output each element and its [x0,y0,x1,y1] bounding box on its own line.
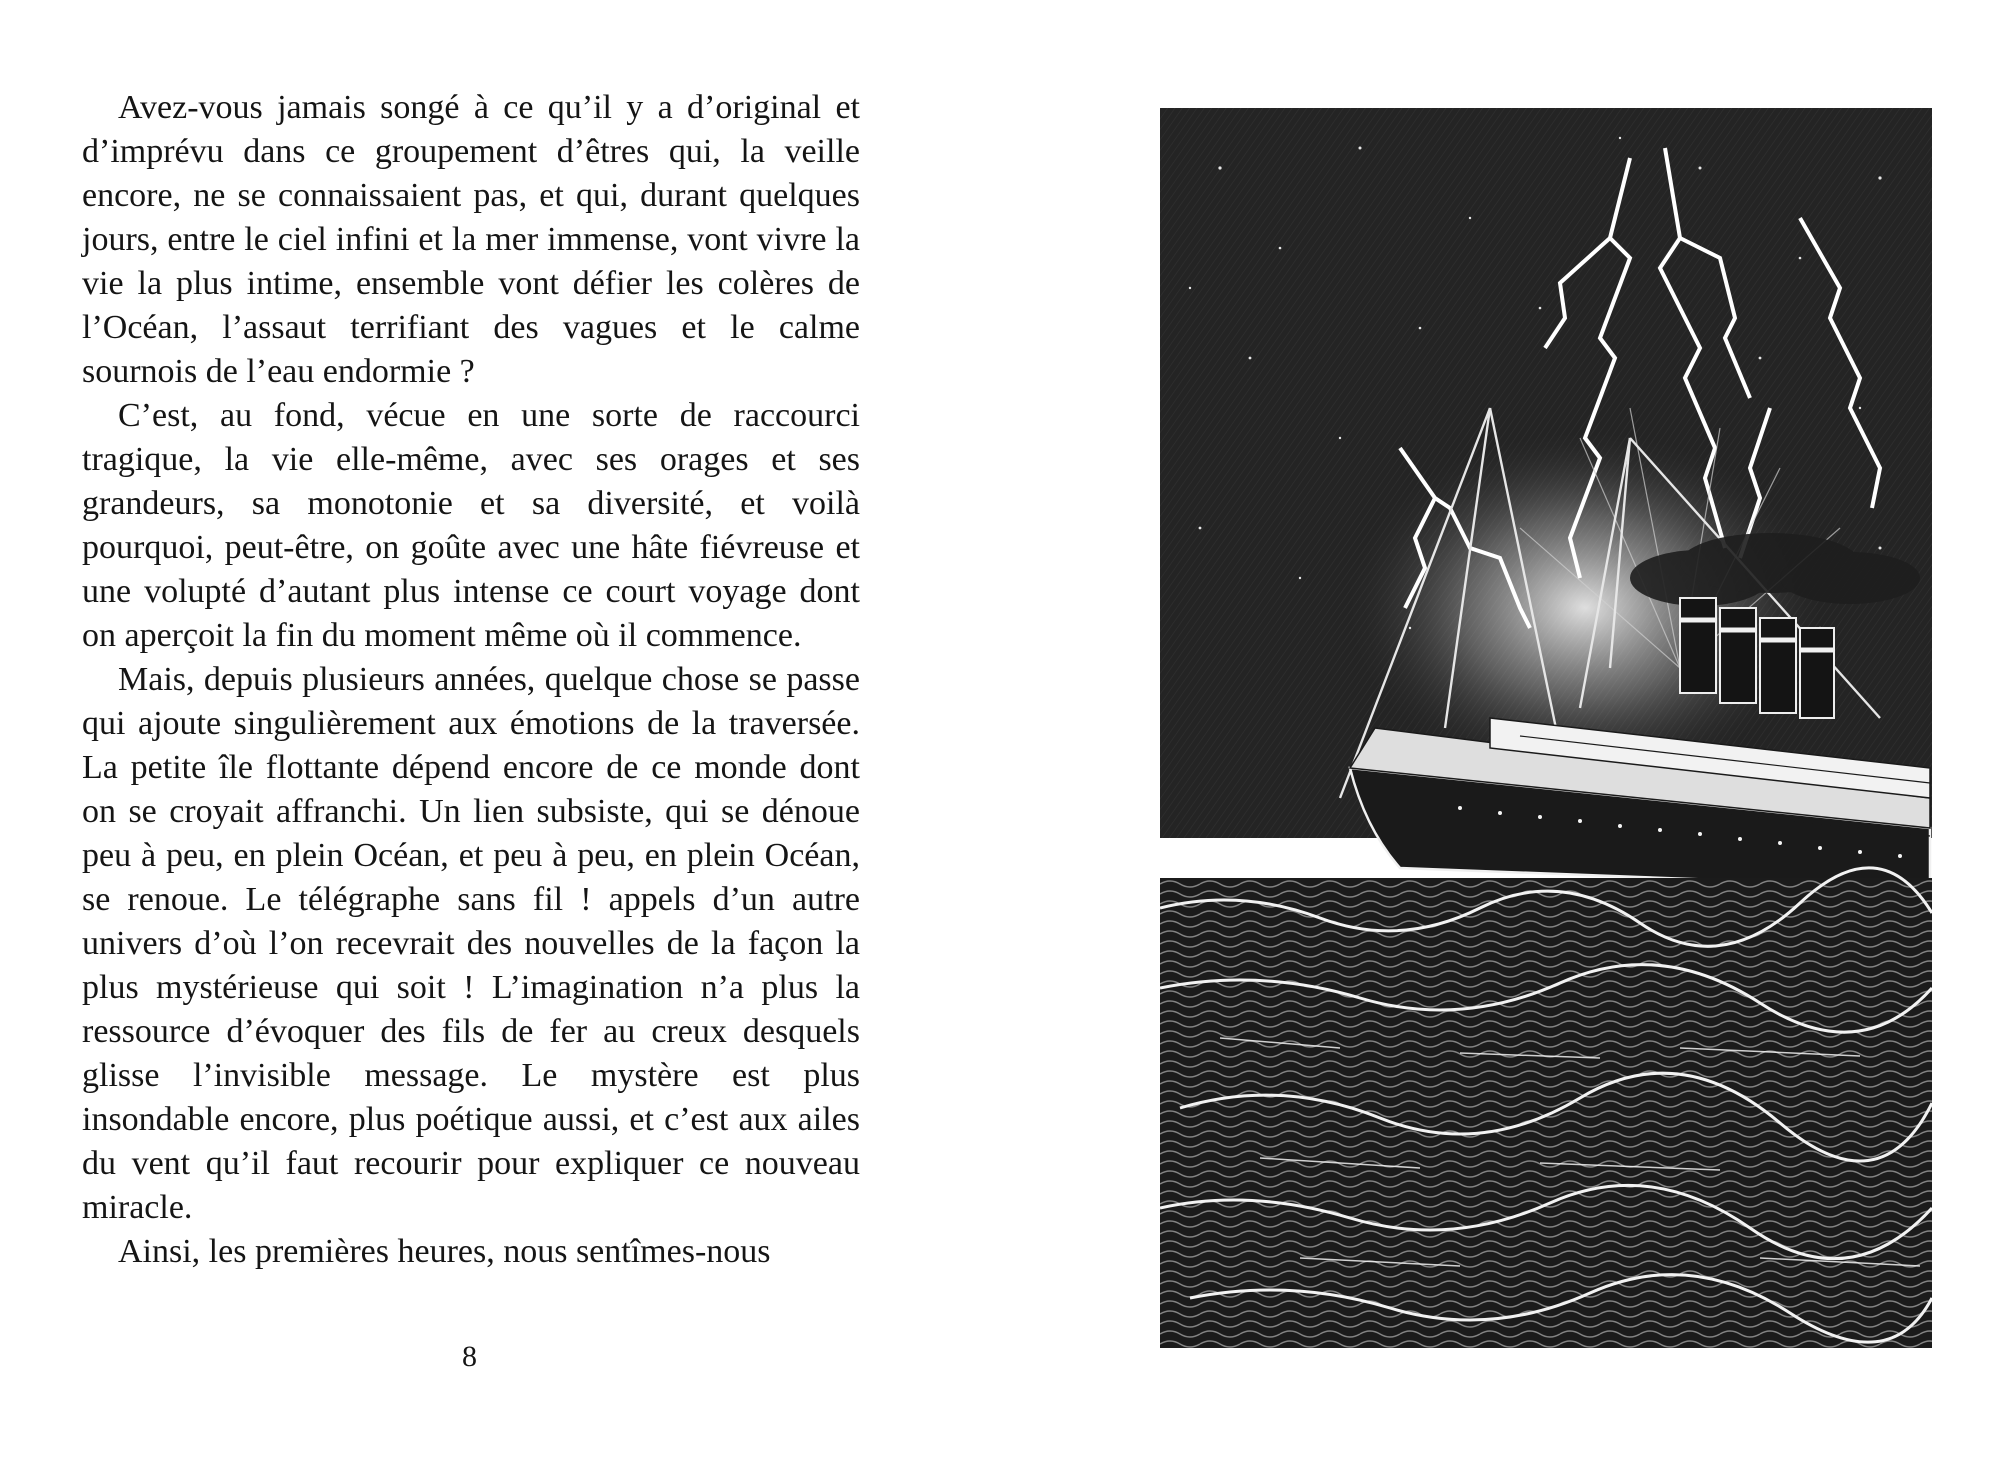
ship-storm-illustration [1160,108,1932,1348]
page-number: 8 [462,1340,477,1373]
paragraph-3: Mais, depuis plusieurs années, quelque chose se passe qui ajoute singulièrement aux émotions de la traversée. La petite île flottante dépend encore de ce monde dont on se croyait affranchi. Un lien subsiste, qui se dénoue peu à peu, en plein Océan, et peu à peu, en plein Océan, se renoue. Le télégraphe sans fil ! appels d’un autre univers d’où l’on recevrait des nouvelles de la façon la plus mystérieuse qui soit ! L’imagination n’a plus la ressource d’évoquer des fils de fer au creux desquels glisse l’invisible message. Le mystère est plus insondable encore, plus poétique aussi, et c’est aux ailes du vent qu’il faut recourir pour expliquer ce nouveau miracle. [82,661,860,1226]
paragraph-4: Ainsi, les premières heures, nous sentîmes-nous [118,1233,771,1270]
text-block [82,86,860,1274]
paragraph-2: C’est, au fond, vécue en une sorte de raccourci tragique, la vie elle-même, avec ses orages et ses grandeurs, sa monotonie et sa diversité, et voilà pourquoi, peut-être, on goûte avec une hâte fiévreuse et une volupté d’autant plus intense ce court voyage dont on aperçoit la fin du moment même où il commence. [82,397,860,654]
paragraph-1: Avez-vous jamais songé à ce qu’il y a d’original et d’imprévu dans ce groupement d’êtres qui, la veille encore, ne se connaissaient pas, et qui, durant quelques jours, entre le ciel infini et la mer immense, vont vivre la vie la plus intime, ensemble vont défier les colères de l’Océan, l’assaut terrifiant des vagues et le calme sournois de l’eau endormie ? [82,89,860,390]
engraving [1160,108,1932,1348]
